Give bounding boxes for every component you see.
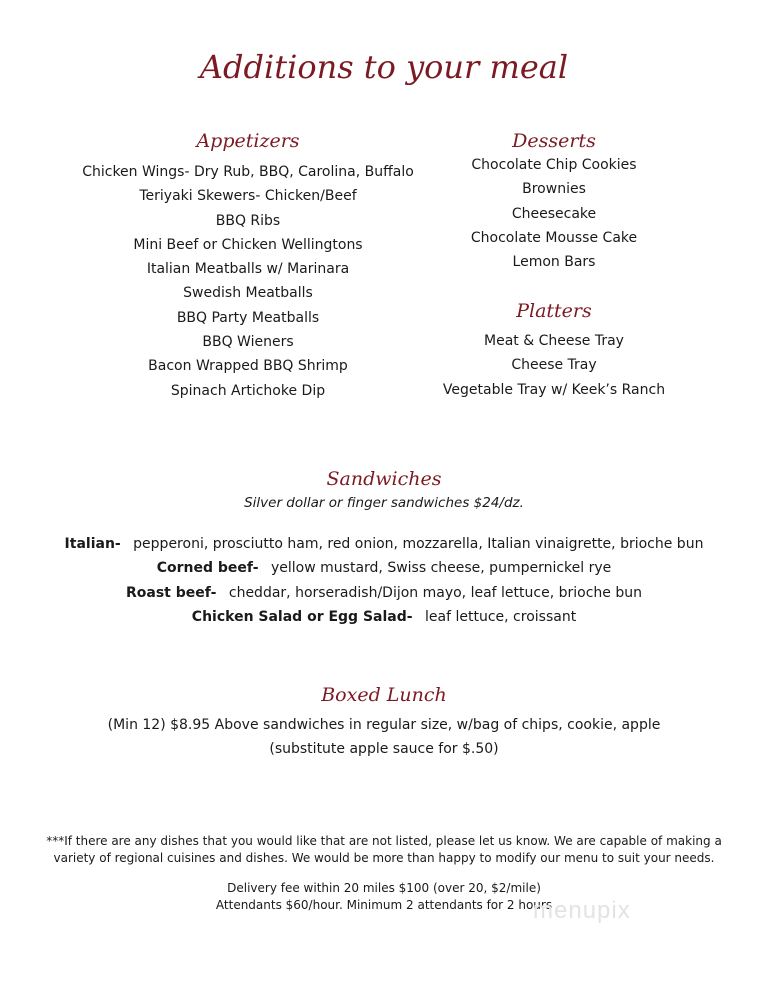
- page-title: Additions to your meal: [199, 48, 569, 86]
- desserts-list: [404, 153, 704, 274]
- delivery-fee: Delivery fee within 20 miles $100 (over 20, $2/mile): [227, 881, 541, 895]
- list-item: Cheese Tray: [511, 357, 597, 374]
- list-item: Spinach Artichoke Dip: [170, 382, 326, 399]
- fees-section: [0, 880, 768, 913]
- list-item: [0, 605, 768, 629]
- sandwich-description: pepperoni, prosciutto ham, red onion, mozzarella, Italian vinaigrette, brioche bun: [133, 536, 704, 552]
- watermark: menupix: [533, 897, 631, 924]
- list-item: Chicken Wings- Dry Rub, BBQ, Carolina, Buffalo: [82, 164, 414, 180]
- boxed-lunch-section: [0, 683, 768, 761]
- sandwiches-subtitle: Silver dollar or finger sandwiches $24/dz.: [244, 495, 524, 511]
- list-item: BBQ Ribs: [215, 212, 281, 229]
- list-item: Lemon Bars: [512, 254, 596, 271]
- list-item: Teriyaki Skewers- Chicken/Beef: [139, 188, 357, 205]
- note-line: ***If there are any dishes that you would like that are not listed, please let us know. We are capable of making a: [46, 834, 722, 848]
- sandwich-name: Roast beef-: [126, 584, 217, 601]
- boxed-lunch-substitution: (substitute apple sauce for $.50): [269, 741, 499, 757]
- boxed-lunch-description: (Min 12) $8.95 Above sandwiches in regular size, w/bag of chips, cookie, apple: [107, 717, 661, 733]
- sandwich-name: Italian-: [64, 536, 121, 552]
- platters-section: [404, 299, 704, 402]
- list-item: Brownies: [522, 181, 586, 198]
- list-item: Bacon Wrapped BBQ Shrimp: [148, 358, 348, 375]
- sandwiches-heading: Sandwiches: [326, 468, 442, 490]
- attendant-fee: Attendants $60/hour. Minimum 2 attendants for 2 hours: [215, 897, 553, 912]
- desserts-section: [404, 129, 704, 274]
- list-item: [0, 556, 768, 580]
- sandwich-description: cheddar, horseradish/Dijon mayo, leaf lettuce, brioche bun: [228, 584, 642, 601]
- appetizers-section: [38, 129, 458, 403]
- list-item: Swedish Meatballs: [183, 285, 313, 302]
- sandwiches-section: [0, 467, 768, 629]
- list-item: Mini Beef or Chicken Wellingtons: [133, 236, 363, 253]
- platters-list: [404, 329, 704, 402]
- list-item: Italian Meatballs w/ Marinara: [146, 261, 350, 278]
- custom-request-note: [0, 833, 768, 866]
- desserts-heading: Desserts: [512, 130, 596, 152]
- list-item: Chocolate Mousse Cake: [470, 229, 638, 246]
- list-item: Vegetable Tray w/ Keek’s Ranch: [442, 381, 666, 398]
- list-item: Meat & Cheese Tray: [484, 333, 624, 349]
- sandwiches-list: [0, 532, 768, 629]
- list-item: [0, 532, 768, 556]
- list-item: Chocolate Chip Cookies: [471, 157, 637, 173]
- sandwich-description: yellow mustard, Swiss cheese, pumpernickel rye: [271, 560, 612, 577]
- platters-heading: Platters: [516, 300, 592, 322]
- list-item: BBQ Party Meatballs: [176, 309, 320, 326]
- sandwich-name: Corned beef-: [156, 560, 259, 577]
- boxed-lunch-heading: Boxed Lunch: [321, 684, 447, 706]
- sandwich-description: leaf lettuce, croissant: [425, 608, 577, 625]
- appetizers-heading: Appetizers: [196, 130, 300, 152]
- appetizers-list: [38, 160, 458, 403]
- sandwich-name: Chicken Salad or Egg Salad-: [191, 608, 413, 625]
- list-item: Cheesecake: [511, 205, 597, 222]
- list-item: [0, 581, 768, 605]
- note-line: variety of regional cuisines and dishes. We would be more than happy to modify our menu to suit your needs.: [53, 850, 715, 865]
- list-item: BBQ Wieners: [202, 334, 294, 351]
